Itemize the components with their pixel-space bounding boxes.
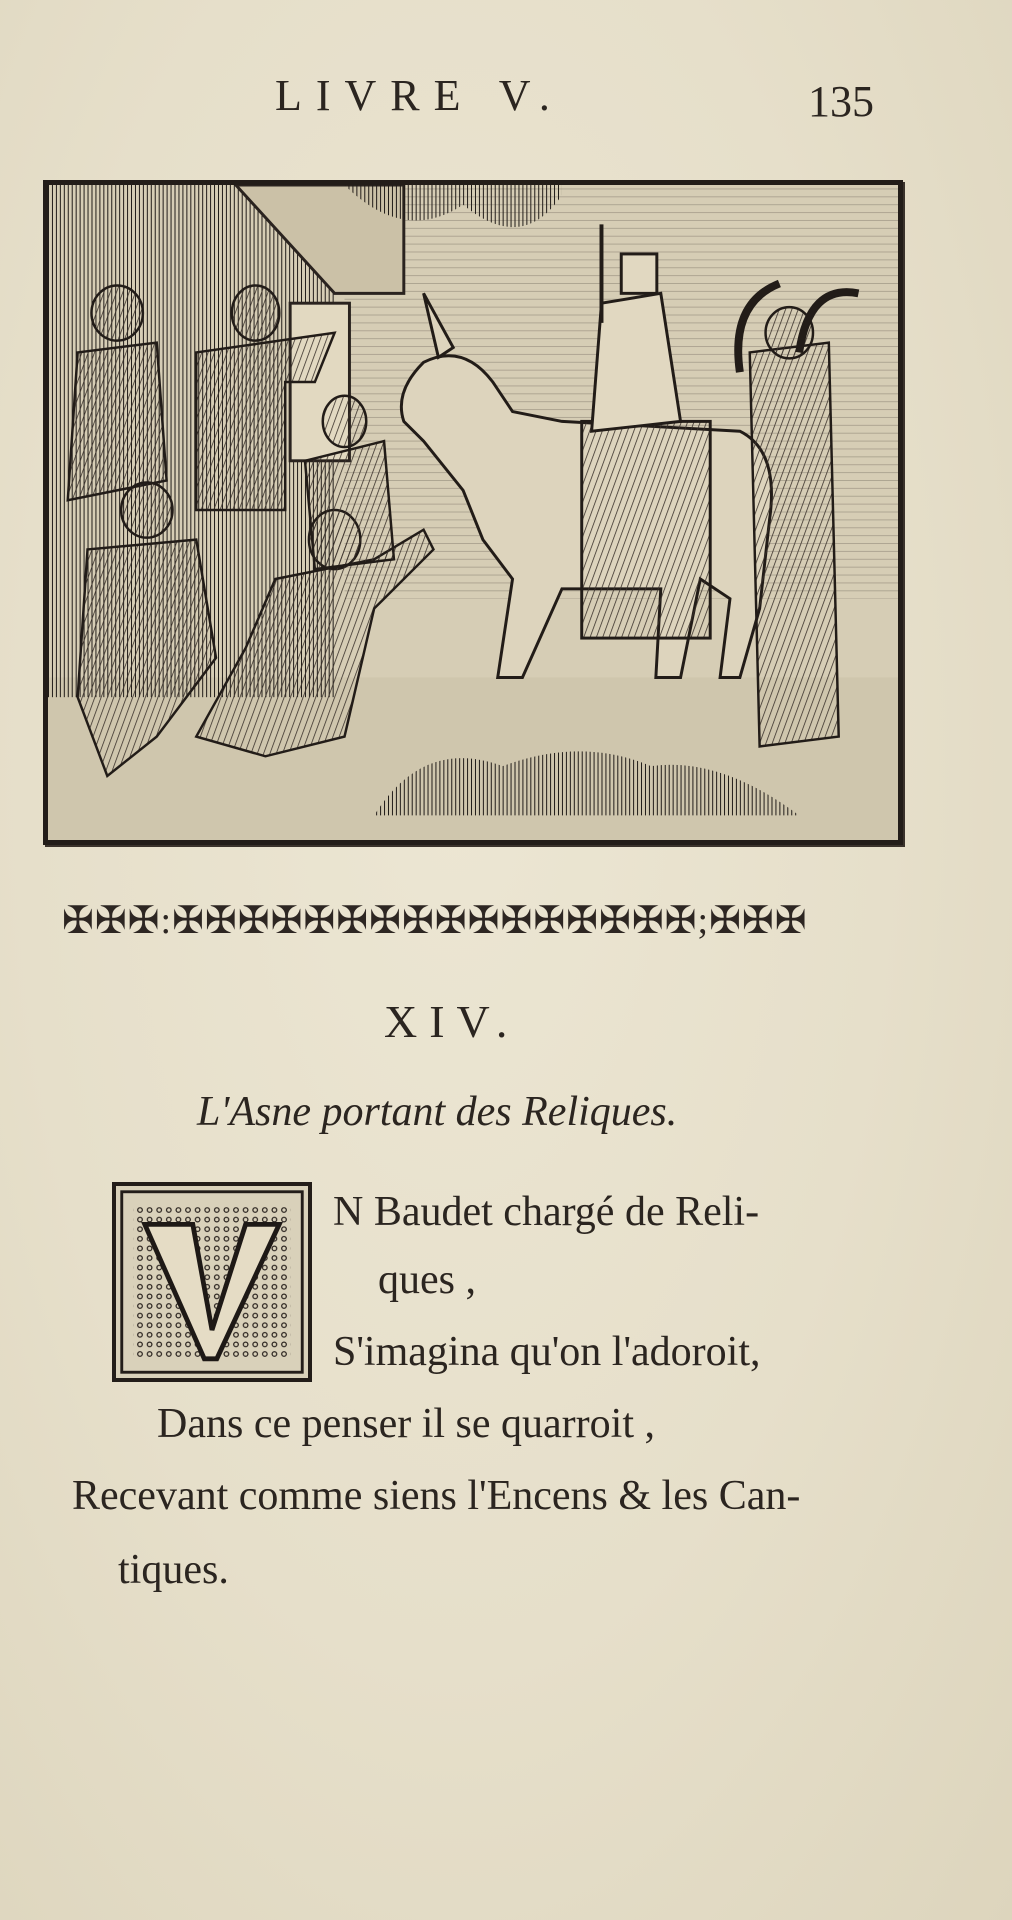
verse-line-1: N Baudet chargé de Reli- [333,1189,760,1235]
drop-cap-letter-v [116,1186,308,1378]
verse-line-3: S'imagina qu'on l'adoroit, [333,1329,761,1375]
verse-line-4: Dans ce penser il se quarroit , [157,1401,655,1447]
decorated-drop-cap [112,1182,312,1382]
running-title: LIVRE V. [275,71,564,120]
verse-line-6: tiques. [118,1547,229,1593]
verse-line-2: ques , [378,1257,476,1303]
verse-line-5: Recevant comme siens l'Encens & les Can- [72,1473,801,1519]
fleuron-ornament-row: ✠✠✠:✠✠✠✠✠✠✠✠✠✠✠✠✠✠✠✠;✠✠✠ [62,900,808,942]
engraving-scene [48,185,898,840]
engraving-illustration [43,180,903,845]
fable-number: XIV. [384,996,520,1047]
fable-title: L'Asne portant des Reliques. [197,1089,678,1135]
page-number: 135 [808,77,874,126]
